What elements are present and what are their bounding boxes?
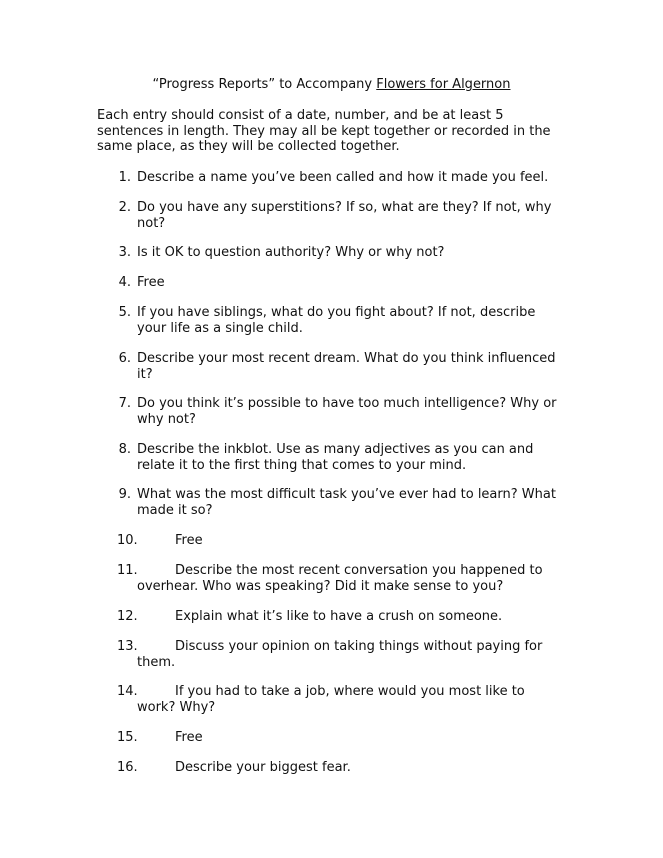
item-number: 11. <box>117 563 138 578</box>
item-text: If you had to take a job, where would you most like to work? Why? <box>137 684 525 715</box>
item-text: Is it OK to question authority? Why or why not? <box>137 245 445 260</box>
item-number: 15. <box>117 730 138 745</box>
item-text: Describe your biggest fear. <box>175 760 351 775</box>
item-number: 10. <box>117 533 138 548</box>
item-text: Describe a name you’ve been called and how it made you feel. <box>137 170 549 185</box>
item-number: 6. <box>118 351 131 366</box>
item-text: Free <box>137 275 165 290</box>
item-number: 14. <box>117 684 138 699</box>
book-title: Flowers for Algernon <box>376 77 511 92</box>
item-number: 9. <box>118 487 131 502</box>
item-number: 5. <box>118 305 131 320</box>
item-number: 8. <box>118 442 131 457</box>
title-prefix: “Progress Reports” to Accompany <box>152 77 377 92</box>
item-text: If you have siblings, what do you fight about? If not, describe your life as a single child. <box>137 305 536 336</box>
item-number: 12. <box>117 609 138 624</box>
item-text: What was the most difficult task you’ve ever had to learn? What made it so? <box>137 487 556 518</box>
item-text: Free <box>175 730 203 745</box>
item-number: 16. <box>117 760 138 775</box>
item-text: Free <box>175 533 203 548</box>
item-text: Describe your most recent dream. What do you think influenced it? <box>137 351 556 382</box>
item-number: 2. <box>118 200 131 215</box>
item-text: Explain what it’s like to have a crush on someone. <box>175 609 503 624</box>
intro-paragraph: Each entry should consist of a date, number, and be at least 5 sentences in length. They may all be kept together or recorded in the same place, as they will be collected together. <box>97 108 551 154</box>
item-text: Discuss your opinion on taking things without paying for them. <box>137 639 543 670</box>
item-text: Describe the most recent conversation you happened to overhear. Who was speaking? Did it make sense to you? <box>137 563 543 594</box>
item-number: 13. <box>117 639 138 654</box>
item-text: Do you think it’s possible to have too much intelligence? Why or why not? <box>137 396 557 427</box>
item-text: Describe the inkblot. Use as many adjectives as you can and relate it to the first thing that comes to your mind. <box>137 442 534 473</box>
item-text: Do you have any superstitions? If so, what are they? If not, why not? <box>137 200 552 231</box>
item-number: 4. <box>118 275 131 290</box>
item-number: 1. <box>118 170 131 185</box>
item-number: 7. <box>118 396 131 411</box>
item-number: 3. <box>118 245 131 260</box>
